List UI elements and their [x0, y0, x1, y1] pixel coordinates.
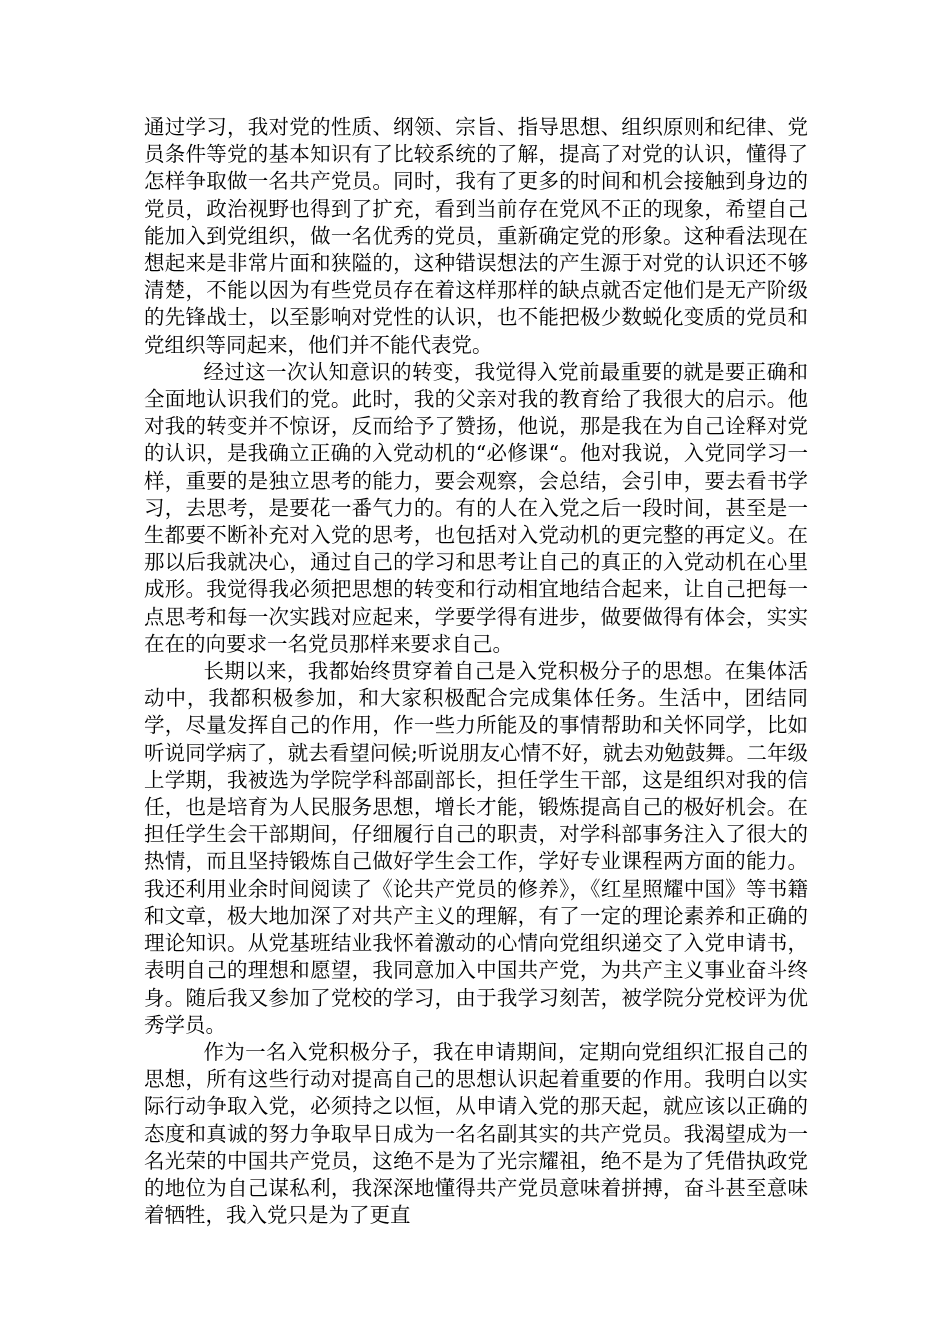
paragraph-2: 经过这一次认知意识的转变，我觉得入党前最重要的就是要正确和全面地认识我们的党。此时，我的父亲对我的教育给了我很大的启示。他对我的转变并不惊讶，反而给予了赞扬，他说，那是我在为自己诠释对党的认识，是我确立正确的入党动机的“必修课“。他对我说，入党同学习一样，重要的是独立思考的能力，要会观察，会总结，会引申，要去看书学习，去思考，是要花一番气力的。有的人在入党之后一段时间，甚至是一生都要不断补充对入党的思考，也包括对入党动机的更完整的再定义。在那以后我就决心，通过自己的学习和思考让自己的真正的入党动机在心里成形。我觉得我必须把思想的转变和行动相宜地结合起来，让自己把每一点思考和每一次实践对应起来，学要学得有进步，做要做得有体会，实实在在的向要求一名党员那样来要求自己。 [144, 359, 808, 656]
document-page [144, 114, 808, 1229]
paragraph-4: 作为一名入党积极分子，我在申请期间，定期向党组织汇报自己的思想，所有这些行动对提高自己的思想认识起着重要的作用。我明白以实际行动争取入党，必须持之以恒，从申请入党的那天起，就应该以正确的态度和真诚的努力争取早日成为一名名副其实的共产党员。我渴望成为一名光荣的中国共产党员，这绝不是为了光宗耀祖，绝不是为了凭借执政党的地位为自己谋私利，我深深地懂得共产党员意味着拼搏，奋斗甚至意味着牺牲，我入党只是为了更直 [144, 1039, 808, 1228]
paragraph-3: 长期以来，我都始终贯穿着自己是入党积极分子的思想。在集体活动中，我都积极参加，和大家积极配合完成集体任务。生活中，团结同学，尽量发挥自己的作用，作一些力所能及的事情帮助和关怀同学，比如听说同学病了，就去看望问候;听说朋友心情不好，就去劝勉鼓舞。二年级上学期，我被选为学院学科部副部长，担任学生干部，这是组织对我的信任，也是培育为人民服务思想，增长才能，锻炼提高自己的极好机会。在担任学生会干部期间，仔细履行自己的职责，对学科部事务注入了很大的热情，而且坚持锻炼自己做好学生会工作，学好专业课程两方面的能力。我还利用业余时间阅读了《论共产党员的修养》，《红星照耀中国》等书籍和文章，极大地加深了对共产主义的理解，有了一定的理论素养和正确的理论知识。从党基班结业我怀着激动的心情向党组织递交了入党申请书，表明自己的理想和愿望，我同意加入中国共产党，为共产主义事业奋斗终身。随后我又参加了党校的学习，由于我学习刻苦，被学院分党校评为优秀学员。 [144, 659, 808, 1037]
paragraph-1: 通过学习，我对党的性质、纲领、宗旨、指导思想、组织原则和纪律、党员条件等党的基本知识有了比较系统的了解，提高了对党的认识，懂得了怎样争取做一名共产党员。同时，我有了更多的时间和机会接触到身边的党员，政治视野也得到了扩充，看到当前存在党风不正的现象，希望自己能加入到党组织，做一名优秀的党员，重新确定党的形象。这种看法现在想起来是非常片面和狭隘的，这种错误想法的产生源于对党的认识还不够清楚，不能以因为有些党员存在着这样那样的缺点就否定他们是无产阶级的先锋战士，以至影响对党性的认识，也不能把极少数蜕化变质的党员和党组织等同起来，他们并不能代表党。 [144, 115, 808, 357]
